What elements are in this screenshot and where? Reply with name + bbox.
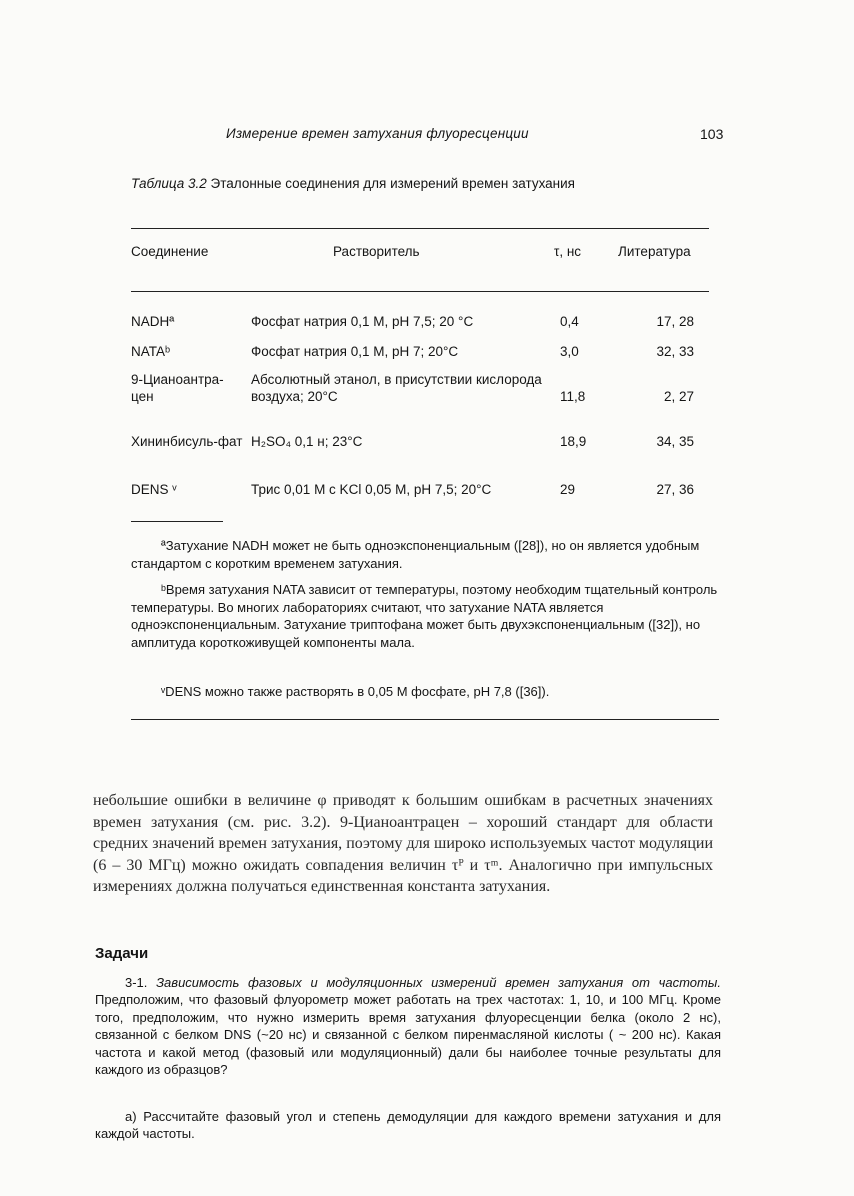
problem-item-a-text: а) Рассчитайте фазовый угол и степень демодуляции для каждого времени затухания и для каждой частоты. xyxy=(95,1109,721,1142)
cell-literature: 32, 33 xyxy=(656,344,694,359)
problem-text: Предположим, что фазовый флуорометр может работать на трех частотах: 1, 10, и 100 МГц. Кроме того, предположим, что нужно измерить время затухания флуоресценции белка (около 2 нс), связанной с белком DNS (~20 нс) и связанной с белком пиренмасляной кислоты ( ~ 200 нс). Какая частота и какой метод (фазовый или модуляционный) дали бы наиболее точные результаты для каждого из образцов? xyxy=(95,992,721,1078)
table-caption xyxy=(131,176,575,191)
cell-solvent: Трис 0,01 М с KCl 0,05 М, pH 7,5; 20°C xyxy=(251,482,492,497)
table-header-rule xyxy=(131,291,709,292)
table-top-rule xyxy=(131,228,709,229)
table-bottom-rule xyxy=(131,719,719,720)
cell-tau: 18,9 xyxy=(560,434,587,449)
cell-compound: NADHª xyxy=(131,314,175,329)
cell-solvent: Абсолютный этанол, в присутствии кислорода воздуха; 20°C xyxy=(251,372,542,404)
cell-compound: DENS ᵛ xyxy=(131,482,177,497)
cell-tau: 11,8 xyxy=(560,389,586,404)
column-header-compound: Соединение xyxy=(131,244,209,259)
footnote-separator xyxy=(131,521,223,522)
problem-paragraph xyxy=(95,974,721,1078)
problem-3-1 xyxy=(95,974,721,1078)
problem-number: 3-1. xyxy=(125,975,148,990)
body-paragraph xyxy=(93,790,713,898)
column-header-tau: τ, нс xyxy=(554,244,582,259)
cell-compound: Хининбисуль-фат xyxy=(131,434,243,449)
footnote-text: ªЗатухание NADH может не быть одноэкспоненциальным ([28]), но он является удобным стандартом с коротким временем затухания. xyxy=(131,538,700,571)
problem-item-a xyxy=(95,1108,721,1143)
table-caption-label: Таблица 3.2 xyxy=(131,176,207,191)
table-header-row xyxy=(0,244,854,264)
cell-solvent: Фосфат натрия 0,1 М, pH 7; 20°C xyxy=(251,344,459,359)
footnote-text: ᵇВремя затухания NATA зависит от температуры, поэтому необходим тщательный контроль температуры. Во многих лабораториях считают, что затухание NATA является одноэкспоненциальным. Затухание триптофана может быть двухэкспоненциальным ([32]), но амплитуда короткоживущей компоненты мала. xyxy=(131,582,718,650)
cell-solvent: H₂SO₄ 0,1 н; 23°C xyxy=(251,434,363,449)
table-footnote-b xyxy=(131,581,721,651)
cell-tau: 0,4 xyxy=(560,314,579,329)
cell-compound: 9-Цианоантра-цен xyxy=(131,372,224,404)
cell-tau: 29 xyxy=(560,482,576,497)
section-title: Задачи xyxy=(95,945,149,962)
cell-solvent: Фосфат натрия 0,1 М, pH 7,5; 20 °C xyxy=(251,314,474,329)
cell-tau: 3,0 xyxy=(560,344,579,359)
table-footnote-a xyxy=(131,537,721,572)
running-title: Измерение времен затухания флуоресценции xyxy=(226,126,529,141)
table-footnote-v xyxy=(131,683,721,701)
running-head xyxy=(0,126,854,146)
problem-title: Зависимость фазовых и модуляционных измерений времен затухания от частоты. xyxy=(156,975,721,990)
column-header-solvent: Растворитель xyxy=(333,244,420,259)
cell-literature: 34, 35 xyxy=(656,434,694,449)
footnote-text: ᵛDENS можно также растворять в 0,05 М фосфате, pH 7,8 ([36]). xyxy=(161,684,550,699)
paragraph-text: небольшие ошибки в величине φ приводят к большим ошибкам в расчетных значениях времен затухания (см. рис. 3.2). 9-Цианоантрацен – хороший стандарт для области средних значений времен затухания, поэтому для широко используемых частот модуляции (6 – 30 МГц) можно ожидать совпадения величин τᴾ и τᵐ. Аналогично при импульсных измерениях должна получаться единственная константа затухания. xyxy=(93,792,713,895)
page-number: 103 xyxy=(700,126,724,142)
column-header-literature: Литература xyxy=(618,244,691,259)
cell-literature: 27, 36 xyxy=(656,482,694,497)
cell-literature: 2, 27 xyxy=(663,389,694,404)
table-caption-text: Эталонные соединения для измерений времен затухания xyxy=(210,176,575,191)
cell-compound: NATAᵇ xyxy=(131,344,171,359)
cell-literature: 17, 28 xyxy=(656,314,694,329)
